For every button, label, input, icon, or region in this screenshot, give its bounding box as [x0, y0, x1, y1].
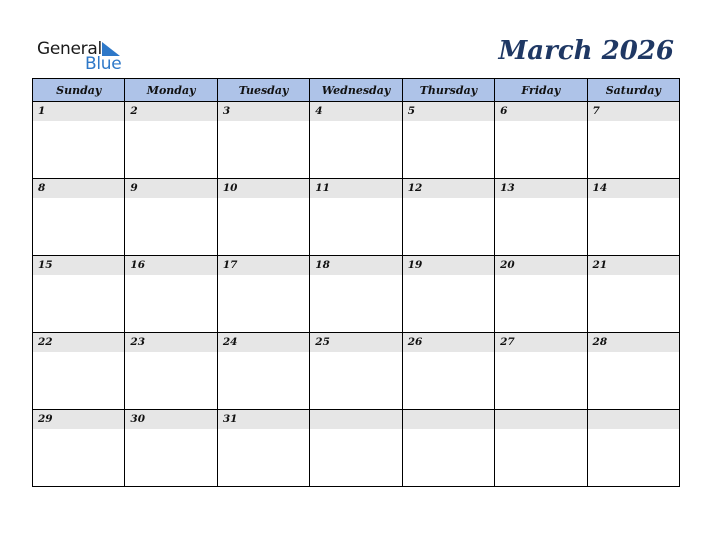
day-number: 31 [218, 410, 309, 429]
day-cell [217, 102, 309, 179]
day-number: 26 [403, 333, 494, 352]
day-cell [217, 410, 309, 487]
day-cell [402, 102, 494, 179]
day-cell [587, 333, 679, 410]
day-number: 4 [310, 102, 401, 121]
day-number: 9 [125, 179, 216, 198]
day-cell [310, 256, 402, 333]
calendar-grid [32, 78, 680, 487]
day-number: 6 [495, 102, 586, 121]
day-cell [495, 333, 587, 410]
day-cell [217, 333, 309, 410]
day-cell [33, 410, 125, 487]
brand-logo [37, 39, 137, 75]
day-cell [310, 179, 402, 256]
brand-word-general: General [37, 39, 102, 59]
weekday-header: Monday [125, 79, 217, 102]
day-cell-empty [310, 410, 402, 487]
day-number: 5 [403, 102, 494, 121]
week-row [33, 102, 680, 179]
day-cell [587, 256, 679, 333]
day-number: 8 [33, 179, 124, 198]
day-number: 30 [125, 410, 216, 429]
day-number [403, 410, 494, 429]
day-cell [495, 102, 587, 179]
day-cell [587, 179, 679, 256]
week-row [33, 179, 680, 256]
day-number: 23 [125, 333, 216, 352]
day-number: 16 [125, 256, 216, 275]
day-number: 19 [403, 256, 494, 275]
day-cell [125, 410, 217, 487]
day-cell [587, 102, 679, 179]
weekday-header: Thursday [402, 79, 494, 102]
day-number: 1 [33, 102, 124, 121]
day-cell [402, 333, 494, 410]
day-number: 14 [588, 179, 679, 198]
day-cell-empty [402, 410, 494, 487]
day-cell-empty [587, 410, 679, 487]
day-cell [125, 179, 217, 256]
weekday-header: Tuesday [217, 79, 309, 102]
day-cell [125, 102, 217, 179]
day-cell [33, 179, 125, 256]
day-cell [217, 179, 309, 256]
day-number: 20 [495, 256, 586, 275]
week-row [33, 333, 680, 410]
weekday-header: Saturday [587, 79, 679, 102]
day-number: 13 [495, 179, 586, 198]
day-number: 17 [218, 256, 309, 275]
day-cell [33, 333, 125, 410]
day-number: 11 [310, 179, 401, 198]
week-row [33, 256, 680, 333]
day-number [588, 410, 679, 429]
day-number: 25 [310, 333, 401, 352]
day-number: 15 [33, 256, 124, 275]
day-cell [495, 256, 587, 333]
day-number: 29 [33, 410, 124, 429]
day-number: 22 [33, 333, 124, 352]
day-cell [33, 256, 125, 333]
day-number [495, 410, 586, 429]
day-cell [125, 256, 217, 333]
day-number: 18 [310, 256, 401, 275]
week-row [33, 410, 680, 487]
brand-word-blue: Blue [85, 54, 122, 74]
weekday-header-row [33, 79, 680, 102]
day-number: 21 [588, 256, 679, 275]
day-number: 27 [495, 333, 586, 352]
day-number: 12 [403, 179, 494, 198]
day-cell [310, 102, 402, 179]
day-cell [125, 333, 217, 410]
day-number: 28 [588, 333, 679, 352]
day-number: 24 [218, 333, 309, 352]
weekday-header: Wednesday [310, 79, 402, 102]
day-number: 10 [218, 179, 309, 198]
day-number: 3 [218, 102, 309, 121]
day-cell [402, 256, 494, 333]
day-cell-empty [495, 410, 587, 487]
day-number: 2 [125, 102, 216, 121]
day-cell [33, 102, 125, 179]
calendar-title: March 2026 [498, 36, 674, 66]
weekday-header: Sunday [33, 79, 125, 102]
day-cell [402, 179, 494, 256]
day-number [310, 410, 401, 429]
day-cell [495, 179, 587, 256]
day-number: 7 [588, 102, 679, 121]
day-cell [217, 256, 309, 333]
weekday-header: Friday [495, 79, 587, 102]
day-cell [310, 333, 402, 410]
